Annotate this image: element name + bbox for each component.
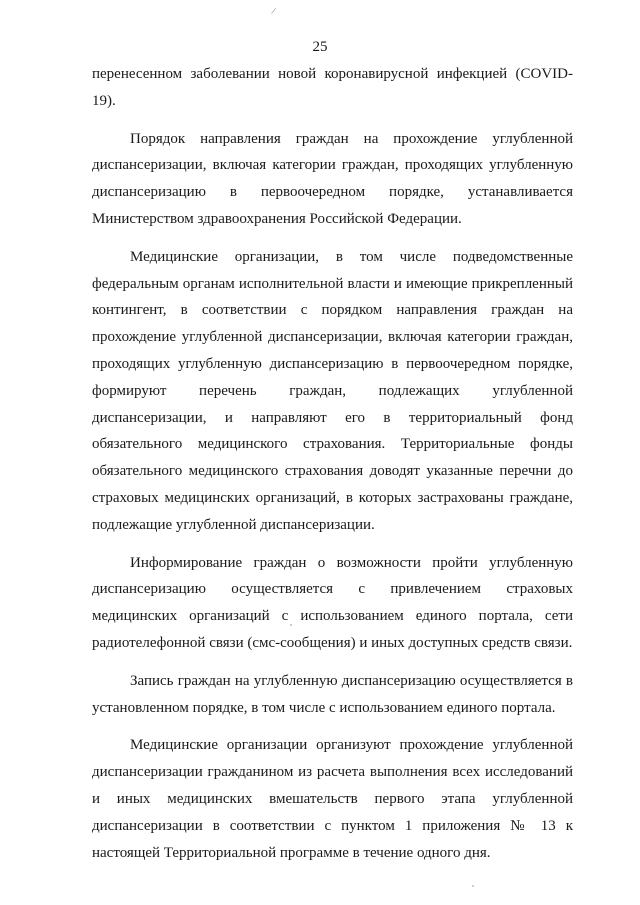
paragraph-referral-procedure: Порядок направления граждан на прохождение углубленной диспансеризации, включая категории граждан, проходящих углубленную диспансеризацию в первоочередном порядке, устанавливается Министерством здравоохранения Российской Федерации. xyxy=(92,130,573,227)
scan-speck xyxy=(290,624,292,626)
paragraph-medical-organizations: Медицинские организации, в том числе подведомственные федеральным органам исполнительной власти и имеющие прикрепленный контингент, в соответствии с порядком направления граждан на прохождение углубленной диспансеризации, включая категории граждан, проходящих углубленную диспансеризацию в первоочередном порядке, формируют перечень граждан, подлежащих углубленной диспансеризации, и направляют его в территориальный фонд обязательного медицинского страхования. Территориальные фонды обязательного медицинского страхования доводят указанные перечни до страховых медицинских организаций, в которых застрахованы граждане, подлежащие углубленной диспансеризации. xyxy=(92,248,573,533)
paragraph-appointment: Запись граждан на углубленную диспансеризацию осуществляется в установленном порядке, в том числе с использованием единого портала. xyxy=(92,672,573,716)
paragraph-continuation: перенесенном заболевании новой коронавирусной инфекцией (COVID-19). xyxy=(92,66,573,109)
paragraph-one-day-completion: Медицинские организации организуют прохождение углубленной диспансеризации гражданином из расчета выполнения всех исследований и иных медицинских вмешательств первого этапа углубленной диспансеризации в соответствии с пунктом 1 приложения № 13 к настоящей Территориальной программе в течение одного дня. xyxy=(92,737,573,861)
page-number: 25 xyxy=(312,39,328,55)
scan-speck xyxy=(472,885,474,887)
paragraph-informing-citizens: Информирование граждан о возможности пройти углубленную диспансеризацию осуществляется с привлечением страховых медицинских организаций с использованием единого портала, сети радиотелефонной связи (смс-сообщения) и иных доступных средств связи. xyxy=(92,554,573,651)
document-body xyxy=(92,61,573,877)
scan-mark: / xyxy=(270,5,277,18)
